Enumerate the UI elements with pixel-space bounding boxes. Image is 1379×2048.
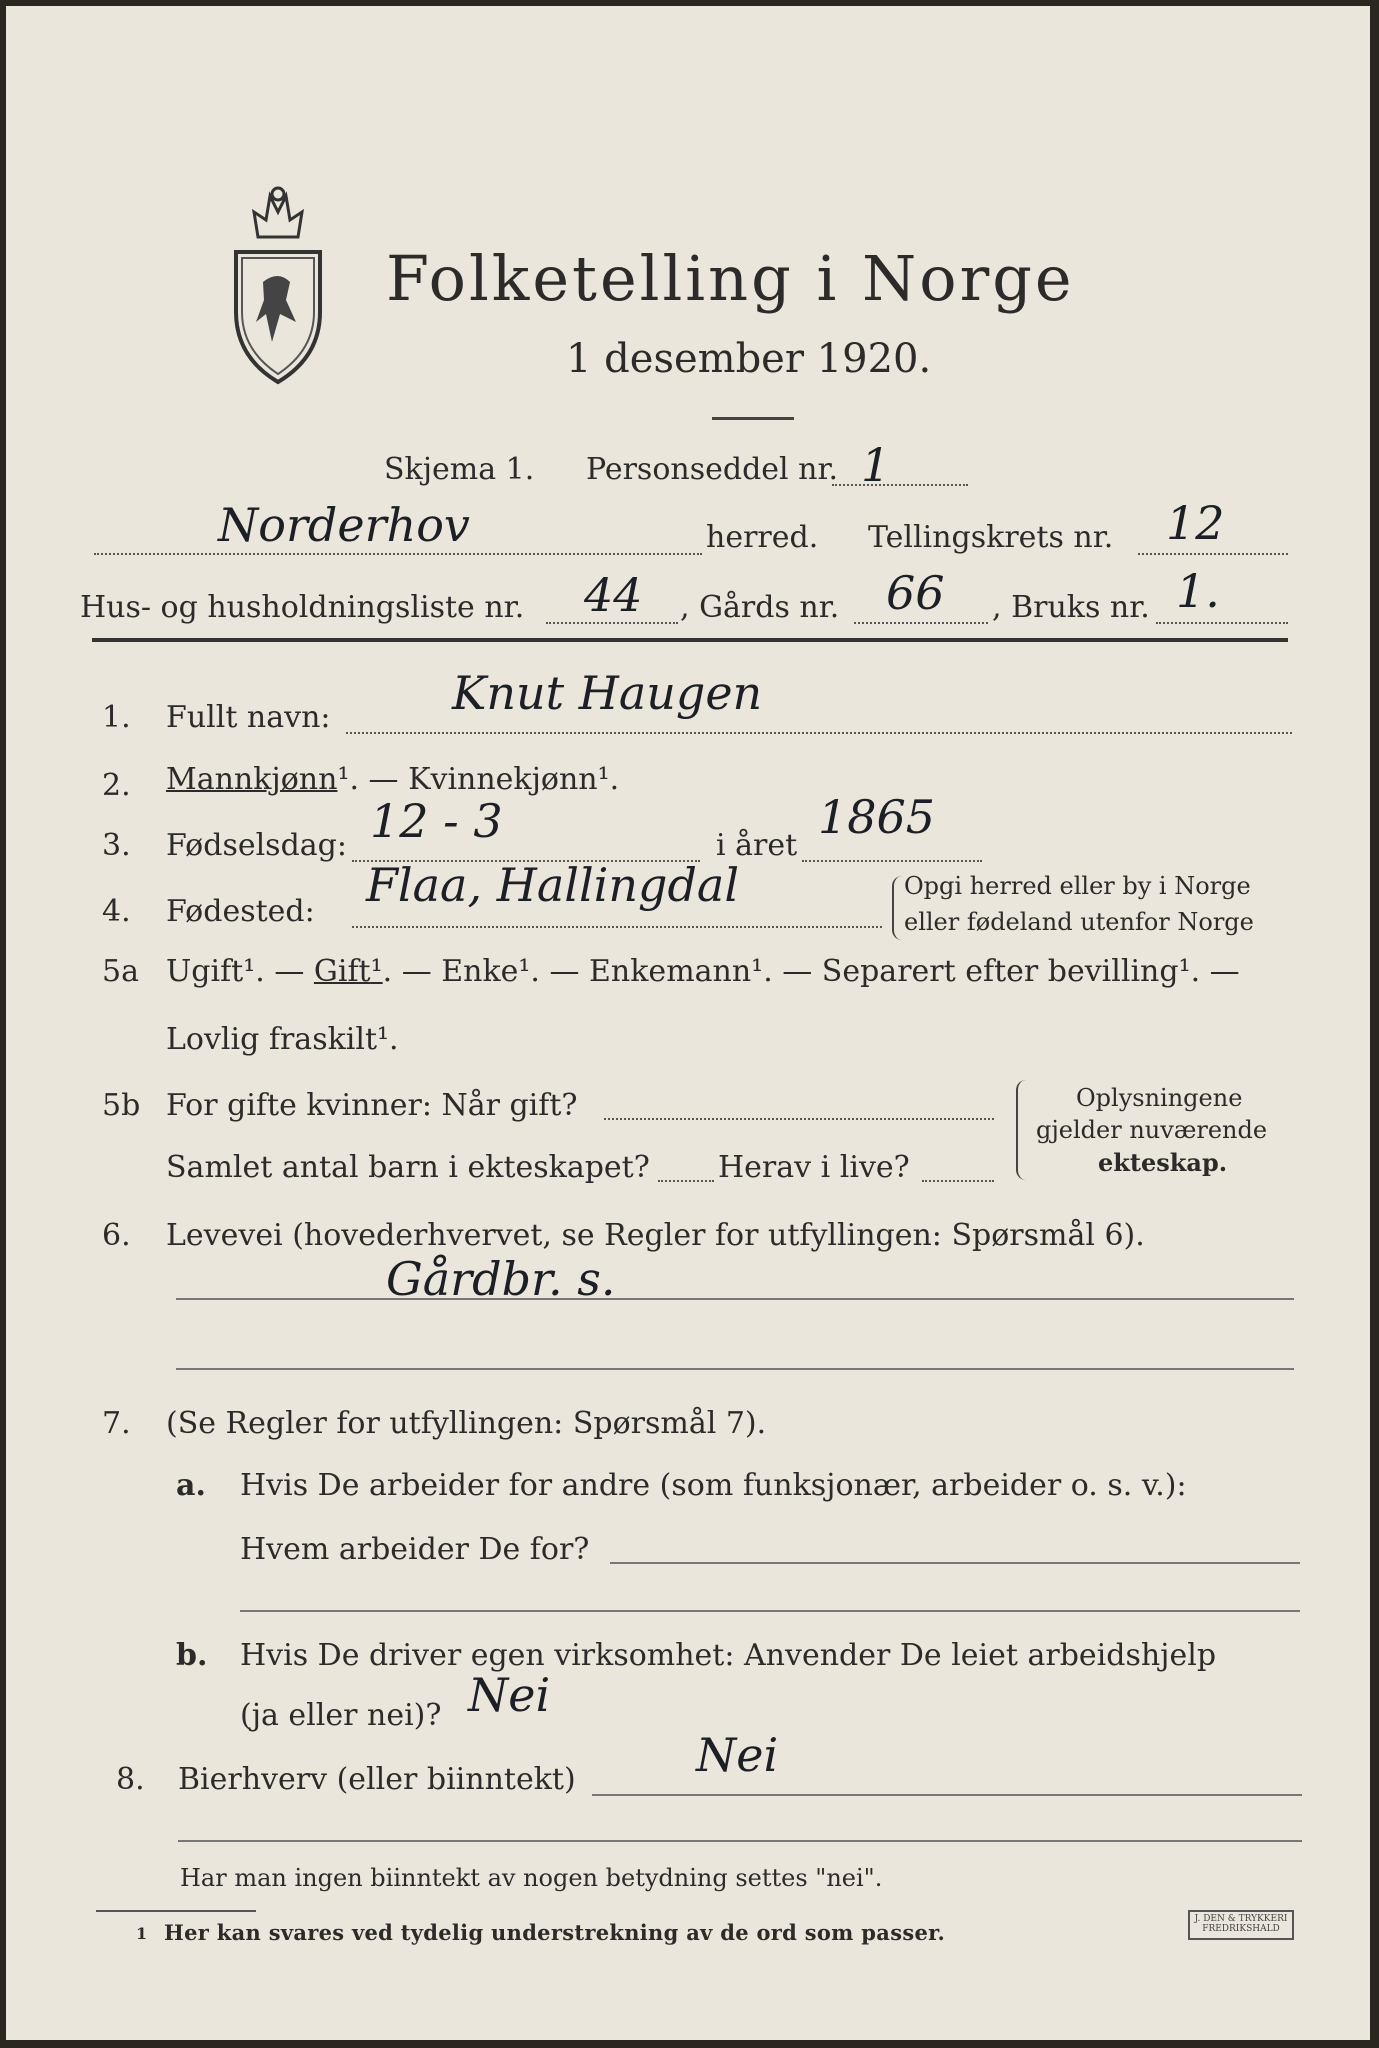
- q5a-gift: [314, 954, 383, 989]
- q4-line: [352, 926, 882, 928]
- schema-label: Skjema 1.: [384, 452, 535, 487]
- q7a-who-label: Hvem arbeider De for?: [240, 1532, 590, 1567]
- hus-label: Hus- og husholdningsliste nr.: [80, 590, 525, 625]
- q3-year-value: 1865: [818, 790, 936, 844]
- q5a-rest: . — Enke¹. — Enkemann¹. — Separert efter bevilling¹. —: [382, 954, 1240, 989]
- q5b-note-3: ekteskap.: [1098, 1148, 1228, 1177]
- q3-number: 3.: [102, 828, 131, 863]
- q5a-footnote-mark-ugift: ¹: [243, 954, 256, 989]
- hus-value: 44: [584, 568, 643, 622]
- q4-label: Fødested:: [166, 894, 315, 929]
- q4-brace: [892, 876, 902, 940]
- q7a-line-2: [240, 1610, 1300, 1612]
- q4-value: Flaa, Hallingdal: [366, 858, 740, 912]
- q5a-ugift: Ugift: [166, 954, 244, 989]
- q5b-children-label: Samlet antal barn i ekteskapet?: [166, 1150, 650, 1185]
- q6-label: Levevei (hovederhvervet, se Regler for utfyllingen: Spørsmål 6).: [166, 1218, 1145, 1253]
- q2-female: . — Kvinnekjønn: [349, 762, 598, 797]
- q7a-letter: a.: [176, 1468, 206, 1503]
- q5b-alive-label: Herav i live?: [718, 1150, 910, 1185]
- q4-number: 4.: [102, 894, 131, 929]
- q5b-note-1: Oplysningene: [1076, 1084, 1243, 1112]
- q5b-children-line: [658, 1180, 714, 1182]
- bruks-label: , Bruks nr.: [992, 590, 1150, 625]
- q5b-number: 5b: [102, 1088, 141, 1123]
- q5a-dash: . —: [255, 954, 314, 989]
- q2-footnote-mark-male: ¹: [337, 762, 350, 797]
- q2-label: [166, 762, 619, 797]
- q1-label: Fullt navn:: [166, 700, 331, 735]
- printer-stamp: J. DEN & TRYKKERI FREDRIKSHALD: [1188, 1910, 1294, 1940]
- footnote-mark: 1: [136, 1924, 148, 1943]
- tellingskrets-label: Tellingskrets nr.: [868, 520, 1114, 555]
- q1-value: Knut Haugen: [452, 666, 763, 720]
- census-form: [6, 6, 1370, 2040]
- q4-note-1: Opgi herred eller by i Norge: [904, 872, 1251, 900]
- q7b-yesno-label: (ja eller nei)?: [240, 1698, 442, 1733]
- coat-of-arms-icon: [228, 182, 328, 387]
- q1-line: [346, 732, 1292, 734]
- form-title: Folketelling i Norge: [386, 242, 1075, 315]
- q7b-letter: b.: [176, 1638, 208, 1673]
- footnote-text: Her kan svares ved tydelig understrekning av de ord som passer.: [164, 1920, 946, 1945]
- q2-male: Mannkjønn: [166, 762, 338, 797]
- q7b-text: Hvis De driver egen virksomhet: Anvender De leiet arbeidshjelp: [240, 1638, 1217, 1673]
- hus-line: [546, 622, 678, 624]
- personseddel-value: 1: [861, 438, 891, 492]
- personseddel-line: [832, 484, 968, 486]
- header-rule: [92, 638, 1288, 642]
- q5a-label: [166, 954, 1240, 989]
- q7-number: 7.: [102, 1406, 131, 1441]
- herred-value: Norderhov: [218, 498, 470, 552]
- footnote-rule: [96, 1910, 256, 1912]
- q5a-number: 5a: [102, 954, 139, 989]
- q5b-brace: [1016, 1080, 1028, 1180]
- bruks-value: 1.: [1176, 564, 1220, 618]
- no-income-note: Har man ingen biinntekt av nogen betydning settes "nei".: [180, 1864, 883, 1892]
- q3-label: Fødselsdag:: [166, 828, 347, 863]
- herred-line: [94, 553, 702, 555]
- personseddel-label: Personseddel nr.: [586, 452, 839, 487]
- q3-value: 12 - 3: [370, 794, 503, 848]
- herred-label: herred.: [706, 520, 819, 555]
- q8-line-1: [592, 1794, 1302, 1796]
- q8-line-2: [178, 1840, 1302, 1842]
- q1-number: 1.: [102, 700, 131, 735]
- q5b-note-2: gjelder nuværende: [1036, 1116, 1268, 1144]
- census-date: 1 desember 1920.: [566, 336, 932, 382]
- q2-number: 2.: [102, 768, 131, 803]
- q5a-gift-text: Gift: [313, 954, 371, 989]
- q7-label: (Se Regler for utfyllingen: Spørsmål 7).: [166, 1406, 767, 1441]
- q3-year-line: [802, 860, 982, 862]
- tellingskrets-line: [1138, 553, 1288, 555]
- title-divider: [712, 417, 794, 420]
- q3-year-label: i året: [716, 828, 798, 863]
- q2-footnote-mark-female: ¹.: [597, 762, 620, 797]
- q7a-who-line: [610, 1562, 1300, 1564]
- tellingskrets-value: 12: [1166, 496, 1225, 550]
- q6-line-2: [176, 1368, 1294, 1370]
- q8-label: Bierhverv (eller biinntekt): [178, 1762, 576, 1797]
- q8-number: 8.: [116, 1762, 145, 1797]
- q6-value: Gårdbr. s.: [386, 1252, 616, 1306]
- q8-value: Nei: [696, 1728, 779, 1782]
- q5a-line2: Lovlig fraskilt¹.: [166, 1022, 399, 1057]
- bruks-line: [1156, 622, 1288, 624]
- q7a-text: Hvis De arbeider for andre (som funksjonær, arbeider o. s. v.):: [240, 1468, 1187, 1503]
- q5b-alive-line: [922, 1180, 994, 1182]
- gards-label: , Gårds nr.: [680, 590, 840, 625]
- gards-value: 66: [886, 566, 945, 620]
- q6-number: 6.: [102, 1218, 131, 1253]
- q4-note-2: eller fødeland utenfor Norge: [904, 908, 1254, 936]
- q5b-label: For gifte kvinner: Når gift?: [166, 1088, 578, 1123]
- gards-line: [854, 622, 988, 624]
- q7b-value: Nei: [468, 1668, 551, 1722]
- q5b-married-line: [604, 1118, 994, 1120]
- q6-line-1: [176, 1298, 1294, 1300]
- q5a-footnote-mark-gift: ¹: [370, 954, 383, 989]
